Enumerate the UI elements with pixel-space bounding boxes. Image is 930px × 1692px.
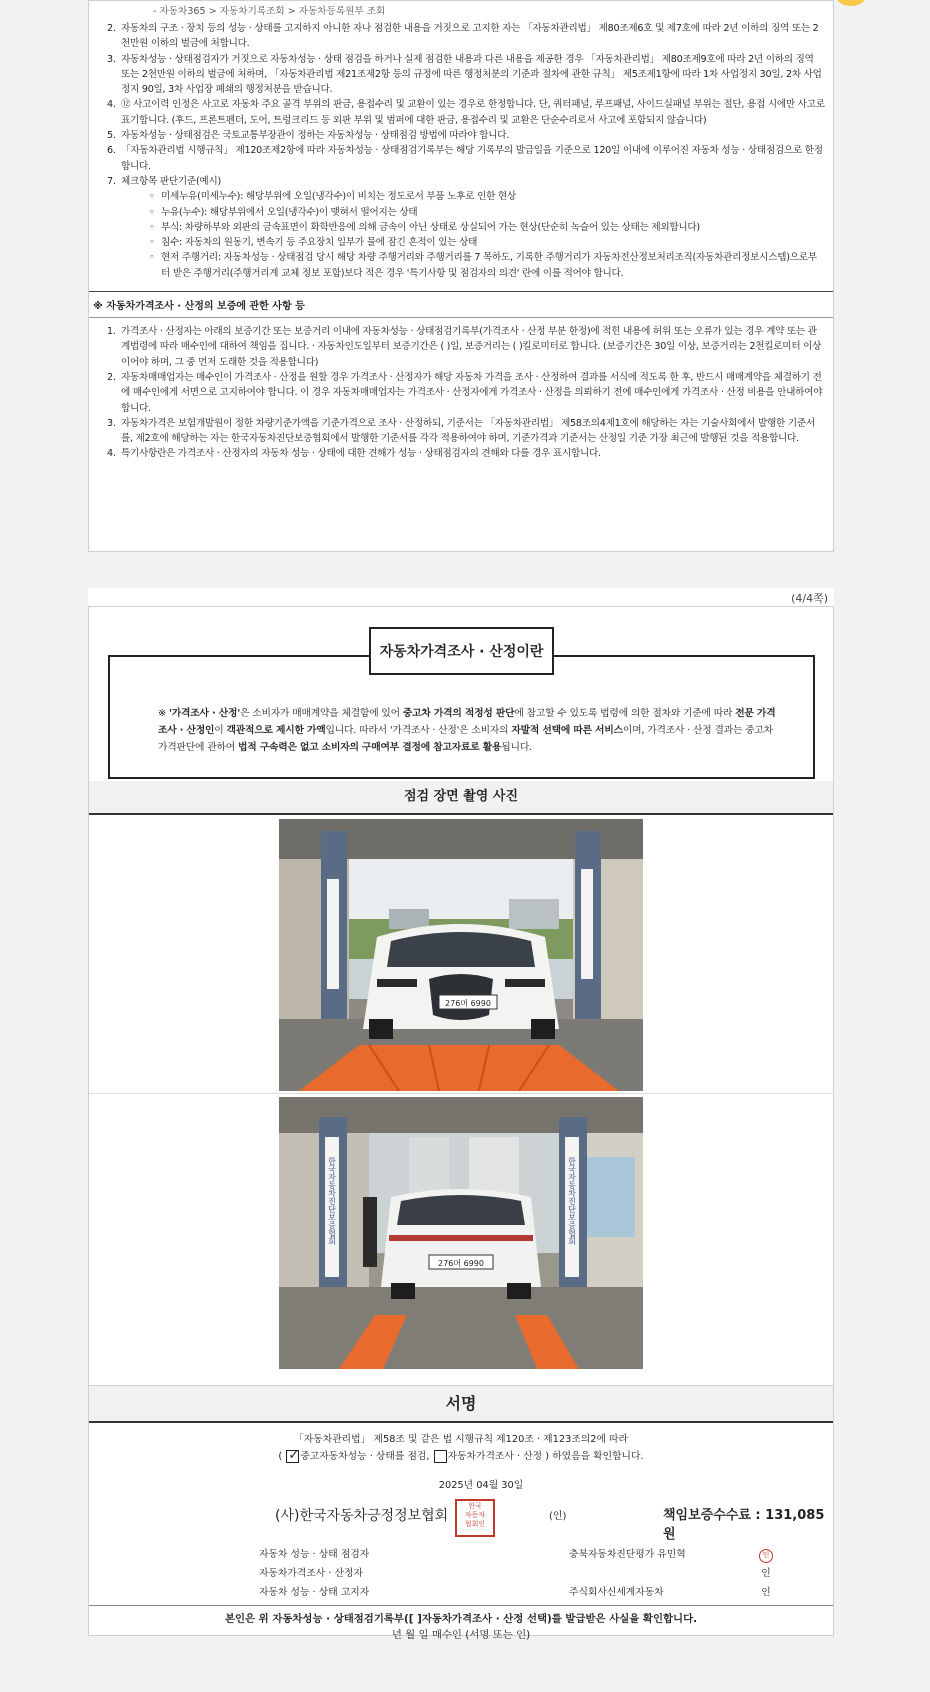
def-text-1: 은 소비자가 매매계약을 체결함에 있어	[240, 708, 403, 719]
note-text: 「자동차관리법 시행규칙」 제120조제2항에 따라 자동차성능 · 상태점검기록부는 해당 기록부의 발급일을 기준으로 120일 이내에 이루어진 자동차 성능 · 상태점검으로 한정합니다.	[121, 145, 823, 172]
appraiser-name	[569, 1564, 686, 1583]
role-notifier: 자동차 성능 · 상태 고지자	[259, 1587, 370, 1598]
criteria-item: ◦ 현저 주행거리: 자동차성능 · 상태점검 당시 해당 차량 주행거리와 주행거리를 7 목하도, 기록한 주행거리가 자동차전산정보처리조직(자동차관리정보시스템)으로부터 받은 주행거리(주행거리계 교체 정보 포함)보다 적은 경우 '특기사항 및 점검자의 의견' 란에 이를 적어야 합니다.	[149, 250, 825, 281]
buyer-confirmation	[89, 1605, 833, 1643]
check-line	[89, 1445, 833, 1463]
document-page-3	[88, 0, 834, 552]
price-check-checkbox[interactable]	[434, 1450, 447, 1463]
note-item	[97, 324, 825, 370]
criteria-item: ◦ 누유(누수): 해당부위에서 오일(냉각수)이 맺혀서 떨어지는 상태	[149, 205, 825, 220]
rear-plate-text: 276머 6990	[438, 1259, 484, 1268]
fee-label: 책임보증수수료 :	[663, 1508, 766, 1523]
warranty-fee	[663, 1504, 833, 1542]
role-appraiser: 자동차가격조사 · 산정자	[259, 1568, 363, 1579]
def-bold-2: 전문 가격조사 · 산정인	[158, 708, 776, 736]
booth-sign-right: 한국자동차진단보증협회	[567, 1157, 577, 1245]
seal-mark: (인)	[549, 1511, 567, 1522]
performance-check-checkbox[interactable]	[286, 1450, 299, 1463]
note-text: 체크항목 판단기준(예시)	[121, 175, 221, 187]
note-item	[97, 21, 825, 52]
def-text-2: 에 참고할 수 있도록 법령에 의한 절차와 기준에 따라	[514, 708, 736, 719]
def-text-5: 이며, 가격조사 · 산정 결과는 중고차 가격판단에 관하여	[158, 725, 773, 753]
association-name: (사)한국자동차긍정정보협회	[275, 1508, 449, 1524]
note-number: 2.	[107, 23, 116, 34]
seal-mark-2: 인	[761, 1568, 771, 1579]
law-line: 「자동차관리법」 제58조 및 같은 법 시행규칙 제120조 · 제123조의2에 따라	[294, 1434, 628, 1445]
rear-inspection-photo	[279, 1097, 643, 1369]
front-plate-text: 276머 6990	[445, 999, 491, 1008]
warranty-section-title: ※ 자동차가격조사 · 산정의 보증에 관한 사항 등	[89, 291, 833, 318]
note-number: 4.	[107, 99, 116, 111]
def-term: '가격조사 · 산정'	[168, 708, 241, 719]
note-text: 자동차성능 · 상태점검은 국토교통부장관이 정하는 자동차성능 · 상태점검 방법에 따라야 합니다.	[121, 130, 510, 142]
note-number: 5.	[107, 130, 116, 142]
role-names	[569, 1545, 686, 1602]
note-number: 6.	[107, 145, 116, 157]
warranty-notes-list	[97, 324, 825, 462]
issue-date: 2025년 04월 30일	[438, 1479, 524, 1491]
cut-off-line: - 자동차365 > 자동차기록조회 > 자동차등록원부 조회	[153, 6, 386, 17]
front-inspection-photo	[279, 819, 643, 1091]
note-text: 자동차매매업자는 매수인이 가격조사 · 산정을 원할 경우 가격조사 · 산정자가 해당 자동차 가격을 조사 · 산정하여 결과를 서식에 적도록 한 후, 반드시 매매계약을 체결하기 전에 매수인에게 서면으로 고지하여야 합니다. 이 경우 자동차매매업자는 가격조사 · 산정자에게 가격조사 · 산정을 의뢰하기 전에 매수인에게 가격조사 · 산정 비용을 안내하여야 합니다.	[121, 371, 823, 414]
def-bold-4: 자발적 선택에 따른 서비스	[511, 725, 623, 736]
note-item	[97, 52, 825, 98]
photo-divider	[89, 1093, 833, 1094]
def-bold-1: 중고차 가격의 적정성 판단	[402, 708, 515, 719]
role-labels	[259, 1545, 369, 1602]
signature-section	[89, 1425, 833, 1641]
seal-marks	[759, 1545, 773, 1602]
criteria-list	[149, 189, 825, 281]
notifier-name: 주식회사신세계자동차	[569, 1587, 664, 1598]
photo-section-title: 점검 장면 촬영 사진	[89, 781, 833, 815]
note-text: 자동차의 구조 · 장치 등의 성능 · 상태를 고지하지 아니한 자나 점검한 내용을 거짓으로 고지한 자는 「자동차관리법」 제80조제6호 및 제7호에 따라 2년 이하의 징역 또는 2천만원 이하의 벌금에 처합니다.	[121, 23, 819, 50]
criteria-item: ◦ 미세누유(미세누수): 해당부위에 오일(냉각수)이 비치는 정도로서 부품 노후로 인한 현상	[149, 189, 825, 204]
fee-value: 131,085원	[663, 1508, 825, 1542]
role-inspector: 자동차 성능 · 상태 점검자	[259, 1549, 370, 1560]
note-text: 특기사항란은 가격조사 · 산정자의 자동차 성능 · 상태에 대한 견해가 성능 · 상태점검자의 견해와 다를 경우 표시합니다.	[121, 448, 601, 460]
criteria-item: ◦ 침수: 자동차의 원동기, 변속기 등 주요장치 일부가 물에 잠긴 흔적이 있는 상태	[149, 235, 825, 250]
note-item	[97, 446, 825, 461]
check-tail: ) 하였음을 확인합니다.	[545, 1451, 644, 1462]
criteria-item: ◦ 부식: 차량하부와 외판의 금속표면이 화학반응에 의해 금속이 아닌 상태로 상실되어 가는 현상(단순히 녹슬어 있는 상태는 제외합니다)	[149, 220, 825, 235]
official-seal-stamp: 한국 자동차 협회인	[455, 1499, 495, 1537]
definition-title: 자동차가격조사 · 산정이란	[369, 627, 554, 675]
booth-sign-left: 한국자동차진단보증협회	[327, 1157, 337, 1245]
def-text-4: 입니다. 따라서 '가격조사 · 산정'은 소비자의	[325, 725, 512, 736]
note-item	[97, 128, 825, 143]
performance-check-label: 중고자동차성능 · 상태를 점검,	[300, 1451, 430, 1462]
note-number: 3.	[107, 417, 116, 429]
note-number: 2.	[107, 371, 116, 383]
confirm-statement: 본인은 위 자동차성능 · 상태점검기록부([ ]자동차가격조사 · 산정 선택)를 발급받은 사실을 확인합니다.	[224, 1613, 698, 1625]
def-bold-3: 객관적으로 제시한 가액	[226, 725, 326, 736]
price-check-label: 자동차가격조사 · 산정	[447, 1451, 543, 1462]
buyer-sign-line: 년 월 일 매수인 (서명 또는 인)	[391, 1629, 531, 1641]
decorative-dot	[836, 0, 866, 6]
def-text-6: 됩니다.	[501, 742, 533, 753]
document-page-4	[88, 606, 834, 1641]
note-mark: ※	[158, 708, 169, 719]
red-seal-icon: 인	[759, 1549, 773, 1563]
note-item	[97, 143, 825, 174]
note-item	[97, 174, 825, 281]
note-item	[97, 416, 825, 447]
note-text: 자동차성능 · 상태점검자가 거짓으로 자동차성능 · 상태 점검을 하거나 실제 점검한 내용과 다른 내용을 제공한 경우 「자동차관리법」 제80조제9호에 따라 2년 이하의 징역 또는 2천만원 이하의 벌금에 처하며, 「자동차관리법 제21조제2항 등의 규정에 따른 행정처분의 기준과 절차에 관한 규칙」 제5조제1항에 따라 1차 사업정지 30일, 2차 사업정지 90일, 3차 사업장 폐쇄의 행정처분을 받습니다.	[121, 53, 822, 96]
note-item	[97, 97, 825, 128]
note-text: 자동차가격은 보험개발원이 정한 차량기준가액을 기준가격으로 조사 · 산정하되, 기준서는 「자동차관리법」 제58조의4제1호에 해당하는 자는 기술사회에서 발행한 기준서를, 제2호에 해당하는 자는 한국자동차진단보증협회에서 발행한 기준서를 각각 적용하여야 하며, 기준가격과 기준서는 산정일 기준 가장 최근에 발행된 것을 적용합니다.	[121, 417, 815, 445]
note-item	[97, 370, 825, 416]
seal-mark-3: 인	[761, 1587, 771, 1598]
page-number: (4/4쪽)	[88, 588, 834, 606]
def-text-3: 이	[214, 725, 227, 736]
note-number: 3.	[107, 53, 116, 65]
notes-list	[97, 21, 825, 281]
check-open: (	[278, 1451, 283, 1462]
note-text: ⑫ 사고이력 인정은 사고로 자동차 주요 골격 부위의 판금, 용접수리 및 교환이 있는 경우로 한정합니다. 단, 쿼터패널, 루프패널, 사이드실패널 부위는 절단, 용접 시에만 사고로 표기합니다. (후드, 프론트펜더, 도어, 트렁크리드 등 외판 부위 및 범퍼에 대한 판금, 용접수리 및 교환은 단순수리로서 사고에 포함되지 않습니다)	[121, 99, 825, 126]
def-bold-5: 법적 구속력은 없고 소비자의 구매여부 결정에 참고자료로 활용	[237, 742, 502, 753]
signature-section-title: 서명	[89, 1385, 833, 1423]
note-text: 가격조사 · 산정자는 아래의 보증기간 또는 보증거리 이내에 자동차성능 · 상태점검기록부(가격조사 · 산정 부분 한정)에 적힌 내용에 허위 또는 오류가 있는 경우 계약 또는 관계법령에 따라 매수인에 대하여 책임을 집니다. · 자동차인도일부터 보증기간은 ( )일, 보증거리는 ( )킬로미터로 합니다. (보증기간은 30일 이상, 보증거리는 2천킬로미터 이상이어야 하며, 그 중 먼저 도래한 것을 적용합니다)	[121, 326, 822, 368]
inspector-name: 충북자동차진단평가 유민혁	[569, 1549, 686, 1560]
note-number: 4.	[107, 448, 116, 460]
note-number: 1.	[107, 326, 116, 338]
note-number: 7.	[107, 175, 116, 187]
